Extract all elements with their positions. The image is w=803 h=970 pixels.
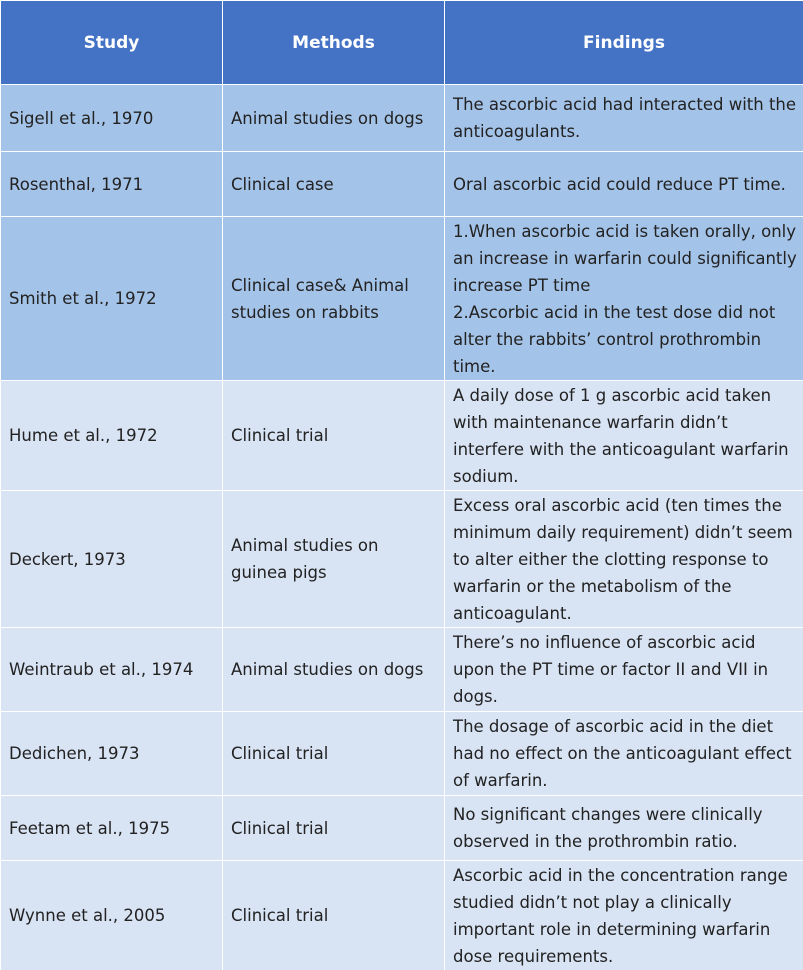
findings-cell: Oral ascorbic acid could reduce PT time. <box>445 152 803 217</box>
table-row <box>1 491 803 628</box>
methods-cell: Animal studies on dogs <box>223 628 445 712</box>
table-row <box>1 381 803 491</box>
header-findings: Findings <box>445 1 803 85</box>
header-row <box>1 1 803 85</box>
table-row <box>1 85 803 152</box>
study-cell: Smith et al., 1972 <box>1 217 223 381</box>
methods-cell: Animal studies on dogs <box>223 85 445 152</box>
findings-cell: The dosage of ascorbic acid in the diet had no effect on the anticoagulant effect of warfarin. <box>445 712 803 796</box>
study-cell: Deckert, 1973 <box>1 491 223 628</box>
study-cell: Rosenthal, 1971 <box>1 152 223 217</box>
study-cell: Weintraub et al., 1974 <box>1 628 223 712</box>
header-methods: Methods <box>223 1 445 85</box>
study-cell: Wynne et al., 2005 <box>1 861 223 970</box>
table-row <box>1 712 803 796</box>
header-study: Study <box>1 1 223 85</box>
findings-cell <box>445 217 803 381</box>
study-cell: Dedichen, 1973 <box>1 712 223 796</box>
study-cell: Sigell et al., 1970 <box>1 85 223 152</box>
methods-cell: Clinical trial <box>223 796 445 861</box>
findings-cell: No significant changes were clinically observed in the prothrombin ratio. <box>445 796 803 861</box>
findings-cell: The ascorbic acid had interacted with the anticoagulants. <box>445 85 803 152</box>
findings-cell: Excess oral ascorbic acid (ten times the minimum daily requirement) didn’t seem to alter either the clotting response to warfarin or the metabolism of the anticoagulant. <box>445 491 803 628</box>
methods-cell: Clinical case& Animal studies on rabbits <box>223 217 445 381</box>
findings-cell: A daily dose of 1 g ascorbic acid taken with maintenance warfarin didn’t interfere with the anticoagulant warfarin sodium. <box>445 381 803 491</box>
methods-cell: Clinical case <box>223 152 445 217</box>
methods-cell: Animal studies on guinea pigs <box>223 491 445 628</box>
study-cell: Feetam et al., 1975 <box>1 796 223 861</box>
table-row <box>1 796 803 861</box>
findings-cell: Ascorbic acid in the concentration range studied didn’t not play a clinically important role in determining warfarin dose requirements. <box>445 861 803 970</box>
findings-cell: There’s no influence of ascorbic acid upon the PT time or factor II and VII in dogs. <box>445 628 803 712</box>
table-row <box>1 152 803 217</box>
methods-cell: Clinical trial <box>223 712 445 796</box>
findings-point-2: 2.Ascorbic acid in the test dose did not alter the rabbits’ control prothrombin time. <box>453 302 776 376</box>
methods-cell: Clinical trial <box>223 381 445 491</box>
findings-point-1: 1.When ascorbic acid is taken orally, only an increase in warfarin could significantly increase PT time <box>453 221 797 295</box>
methods-cell: Clinical trial <box>223 861 445 970</box>
table-row <box>1 628 803 712</box>
study-cell: Hume et al., 1972 <box>1 381 223 491</box>
table-row <box>1 861 803 970</box>
table-row <box>1 217 803 381</box>
